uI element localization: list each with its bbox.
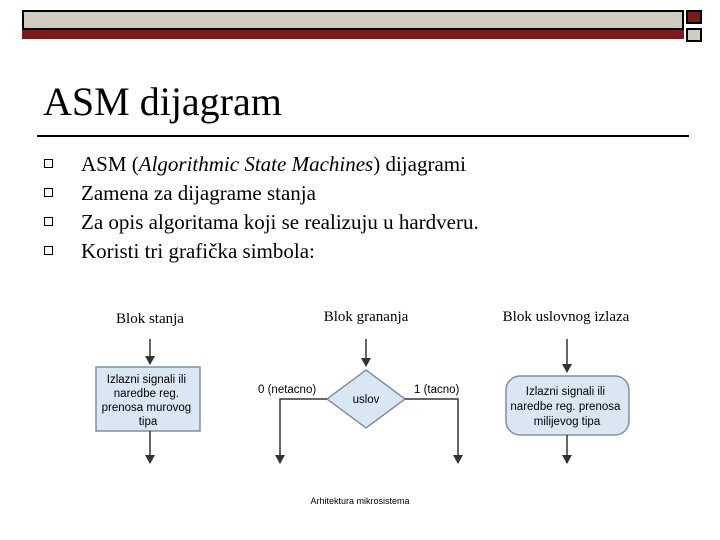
bullet-text: Koristi tri grafička simbola: (81, 239, 315, 263)
cond-out-line: naredbe reg. prenosa (510, 401, 621, 413)
bullet-text: Zamena za dijagrame stanja (81, 181, 316, 205)
true-branch-arrow (405, 399, 458, 463)
false-branch-arrow (280, 399, 327, 463)
false-branch-label: 0 (netacno) (258, 384, 317, 396)
state-block (96, 339, 200, 463)
state-line: Izlazni signali ili (106, 374, 187, 386)
true-branch-label: 1 (tacno) (414, 384, 460, 396)
slide-title: ASM dijagram (43, 79, 282, 124)
bullet-text-pre: ASM ( (81, 152, 139, 176)
state-block-caption: Blok stanja (116, 311, 184, 327)
state-line: tipa (138, 416, 158, 428)
bullet-text-post: ) dijagrami (373, 152, 466, 176)
footer-text: Arhitektura mikrosistema (310, 496, 410, 506)
state-line: naredbe reg. (113, 388, 180, 400)
decision-block (258, 339, 460, 463)
bullet-text-italic: Algorithmic State Machines (138, 152, 374, 176)
cond-out-line: Izlazni signali ili (525, 386, 606, 398)
state-line: prenosa murovog (101, 402, 192, 414)
conditional-output-caption: Blok uslovnog izlaza (502, 309, 630, 325)
decision-condition: uslov (352, 394, 380, 406)
bullet-text: Za opis algoritama koji se realizuju u hardveru. (81, 210, 479, 234)
cond-out-line: milijevog tipa (533, 416, 601, 428)
conditional-output-block (506, 339, 629, 463)
decision-block-caption: Blok grananja (323, 309, 409, 325)
